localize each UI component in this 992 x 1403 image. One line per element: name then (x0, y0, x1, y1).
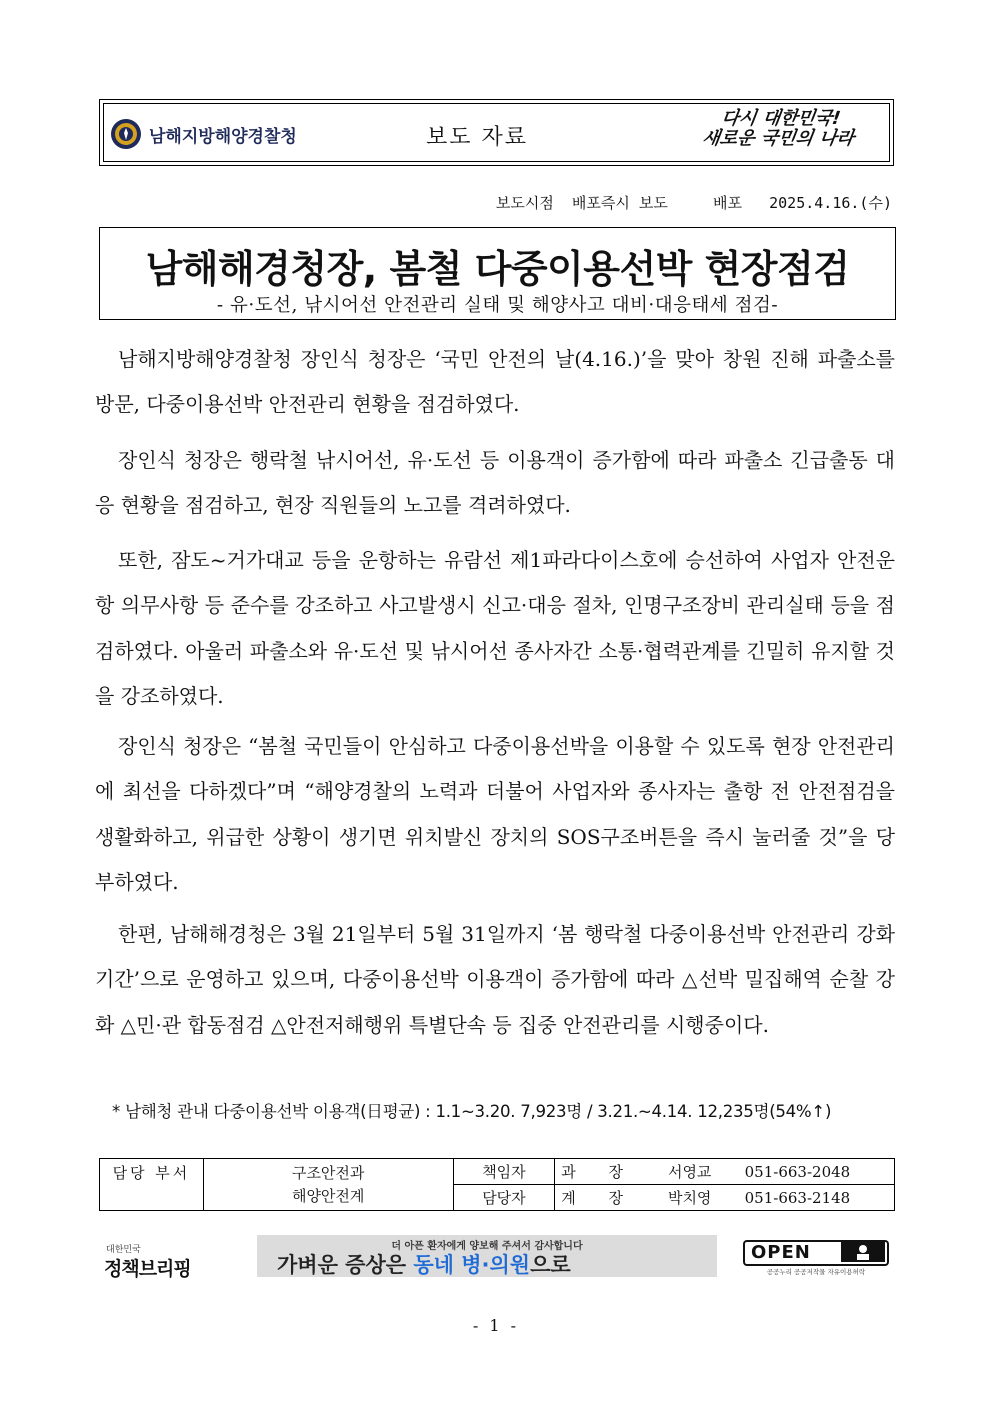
contact-name: 박치영 (643, 1185, 737, 1211)
dept-name (203, 1159, 453, 1211)
header-inner-frame (103, 103, 890, 162)
paragraph-text: 장인식 청장은 “봄철 국민들이 안심하고 다중이용선박을 이용할 수 있도록 현장 안전관리에 최선을 다하겠다”며 “해양경찰의 노력과 더불어 사업자와 종사자는 출항 전 안전점검을 생활화하고, 위급한 상황이 생기면 위치발신 장치의 SOS구조버튼을 즉시 눌러줄 것”을 당부하였다. (95, 734, 895, 895)
paragraph-text: 또한, 잠도~거가대교 등을 운항하는 유람선 제1파라다이스호에 승선하여 사업자 안전운항 의무사항 등 준수를 강조하고 사고발생시 신고·대응 절차, 인명구조장비 관리실태 등을 점검하였다. 아울러 파출소와 유·도선 및 낚시어선 종사자간 소통·협력관계를 긴밀히 유지할 것을 강조하였다. (95, 548, 895, 709)
body-paragraph-5 (95, 912, 895, 1048)
contact-rank: 과 장 (555, 1159, 643, 1185)
contact-rank: 계 장 (555, 1185, 643, 1211)
page-subtitle: - 유·도선, 낚시어선 안전관리 실태 및 해양사고 대비·대응태세 점검- (216, 295, 779, 316)
slogan-line-2: 새로운 국민의 나라 (700, 128, 856, 149)
statistics-note: * 남해청 관내 다중이용선박 이용객(日평균) : 1.1~3.20. 7,923명 / 3.21.~4.14. 12,235명(54%↑) (112, 1102, 832, 1121)
ad-main-part-1: 가벼운 증상은 (277, 1253, 414, 1277)
body-paragraph-3 (95, 538, 895, 720)
briefing-small-text: 대한민국 (106, 1245, 141, 1255)
body-paragraph-1 (95, 337, 895, 428)
dept-line-2: 해양안전계 (291, 1186, 365, 1205)
title-box (99, 227, 896, 320)
table-row (100, 1159, 895, 1185)
dept-label: 담당 부서 (100, 1159, 204, 1211)
contact-role: 담당자 (453, 1185, 555, 1211)
org-name: 남해지방해양경찰청 (149, 127, 297, 147)
ad-banner[interactable] (257, 1235, 717, 1277)
ad-main-part-2: 동네 병·의원 (413, 1253, 531, 1277)
page-title: 남해해경청장, 봄철 다중이용선박 현장점검 (145, 247, 850, 291)
policy-briefing-logo[interactable] (100, 1240, 210, 1280)
release-timing: 보도시점 배포즉시 보도 배포 2025.4.16.(수) (495, 194, 892, 212)
slogan (674, 109, 885, 149)
contact-table (99, 1158, 895, 1211)
ad-main-part-3: 으로 (530, 1253, 571, 1277)
open-license-icon (841, 1242, 885, 1262)
contact-role: 책임자 (453, 1159, 555, 1185)
paragraph-text: 한편, 남해해경청은 3월 21일부터 5월 31일까지 ‘봄 행락철 다중이용선박 안전관리 강화기간’으로 운영하고 있으며, 다중이용선박 이용객이 증가함에 따라 △선박 밀집해역 순찰 강화 △민·관 합동점검 △안전저해행위 특별단속 등 집중 안전관리를 시행중이다. (95, 922, 895, 1037)
doc-type-label: 보도 자료 (426, 125, 529, 150)
coast-guard-emblem-icon (110, 118, 142, 150)
slogan-line-1: 다시 대한민국! (720, 108, 842, 129)
page-number: - 1 - (472, 1316, 520, 1335)
open-subtext: 공공누리 공공저작물 자유이용허락 (766, 1268, 866, 1276)
ad-main-text (277, 1249, 571, 1277)
ad-top-text: 더 아픈 환자에게 양보해 주셔서 감사합니다 (391, 1241, 583, 1252)
open-text: OPEN (751, 1242, 811, 1263)
contact-phone: 051-663-2148 (737, 1185, 895, 1211)
header-box (99, 99, 894, 166)
open-license-logo[interactable] (743, 1240, 889, 1276)
body-paragraph-2 (95, 438, 895, 529)
paragraph-text: 장인식 청장은 행락철 낚시어선, 유·도선 등 이용객이 증가함에 따라 파출소 긴급출동 대응 현황을 점검하고, 현장 직원들의 노고를 격려하였다. (95, 448, 895, 518)
paragraph-text: 남해지방해양경찰청 장인식 청장은 ‘국민 안전의 날(4.16.)’을 맞아 창원 진해 파출소를 방문, 다중이용선박 안전관리 현황을 점검하였다. (95, 347, 895, 417)
body-paragraph-4 (95, 724, 895, 906)
dept-line-1: 구조안전과 (291, 1163, 365, 1182)
contact-phone: 051-663-2048 (737, 1159, 895, 1185)
briefing-main-text: 정책브리핑 (104, 1258, 191, 1280)
contact-name: 서영교 (643, 1159, 737, 1185)
